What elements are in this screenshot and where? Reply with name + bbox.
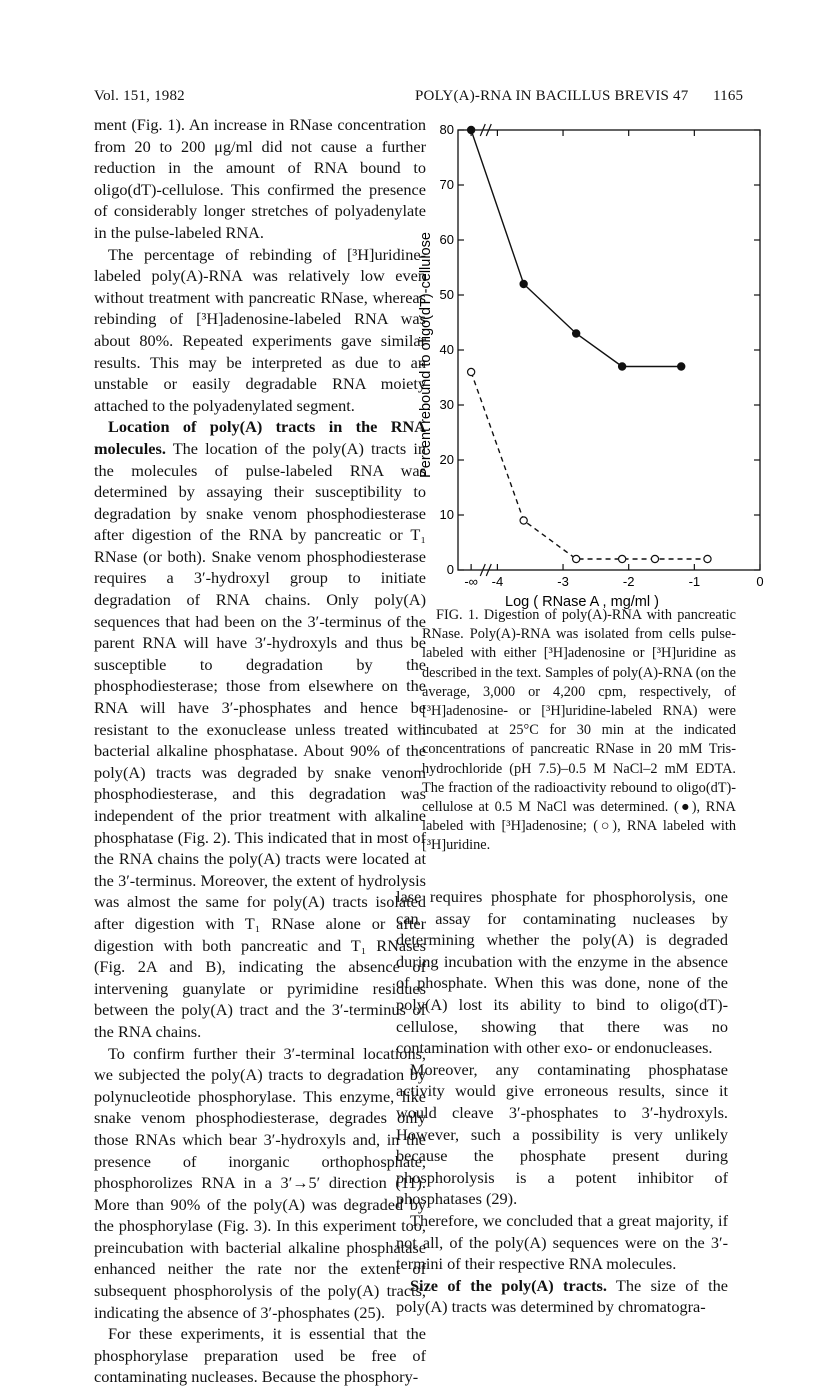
series-1-point <box>520 280 527 287</box>
series-1-point <box>678 363 685 370</box>
paragraph <box>396 1275 728 1318</box>
paragraph: lase requires phosphate for phosphorolysis, one can assay for contaminating nucleases by determining whether the poly(A) is degraded during incubation with the enzyme in the absence of phosphate. When this was done, none of the poly(A) lost its ability to bind to oligo(dT)-cellulose, showing that there was no contamination with other exo- or endonucleases. <box>396 887 728 1058</box>
x-tick-label: -2 <box>622 574 635 589</box>
x-tick-label: -1 <box>688 574 701 589</box>
x-tick-label: -∞ <box>464 574 478 589</box>
x-tick-label: 0 <box>756 574 764 589</box>
series-1-point <box>468 126 475 133</box>
page-number: 1165 <box>713 88 744 104</box>
paragraph: ment (Fig. 1). An increase in RNase concentration from 20 to 200 μg/ml did not cause a further reduction in the amount of RNA bound to oligo(dT)-cellulose. This confirmed the presence of considerably longer stretches of polyadenylate in the pulse-labeled RNA. <box>94 115 426 242</box>
section-heading: Location of poly(A) tracts in the RNA molecules. <box>94 417 426 458</box>
y-tick-label: 30 <box>439 397 454 412</box>
series-2-point <box>468 368 475 375</box>
x-axis-label: Log ( RNase A , mg/ml ) <box>505 594 659 610</box>
figure-caption <box>422 606 736 856</box>
series-2-point <box>651 555 658 562</box>
y-tick-label: 70 <box>439 177 454 192</box>
paragraph: Moreover, any contaminating phosphatase activity would give erroneous results, since it would cleave 3′-phosphates to 3′-hydroxyls. However, such a possibility is very unlikely because the phosphate present during phosphorolysis is a potent inhibitor of phosphatases (29). <box>396 1059 728 1209</box>
y-tick-label: 10 <box>439 507 454 522</box>
series-1-point <box>573 330 580 337</box>
series-2-line <box>471 372 707 559</box>
chart-marks <box>468 126 712 562</box>
paragraph: To confirm further their 3′-terminal locations, we subjected the poly(A) tracts to degradation by polynucleotide phosphorylase. This enzyme, like snake venom phosphodiesterase, degrades only those RNAs which bear 3′-hydroxyls and, in the presence of inorganic orthophosphate, phosphorolizes RNA in a 3′→5′ direction (11). More than 90% of the poly(A) was degraded by the phosphorylase (Fig. 3). In this experiment too, preincubation with bacterial alkaline phosphatase enhanced neither the rate nor the extent of subsequent phosphorolysis of the poly(A) tracts, indicating the absence of 3′-phosphates (25). <box>94 1043 426 1322</box>
running-head-volume: Vol. 151, 1982 <box>94 88 185 104</box>
chart-axes <box>458 124 760 576</box>
x-tick-label: -3 <box>557 574 569 589</box>
y-tick-label: 20 <box>439 452 454 467</box>
y-axis-label: Percent rebound to oligo(dT)-cellulose <box>418 232 434 478</box>
paragraph: Therefore, we concluded that a great majority, if not all, of the poly(A) sequences were on the 3′-termini of their respective RNA molecules. <box>396 1210 728 1274</box>
paragraph-text: The location of the poly(A) tracts in the molecules of pulse-labeled RNA was determined by assaying their susceptibility to degradation by snake venom phosphodiesterase after digestion of the RNA by pancreatic or T₁ RNase (or both). Snake venom phosphodiesterase requires a 3′-hydroxyl group to initiate degradation of RNA chains. Only poly(A) sequences that had been on the 3′-terminus of the parent RNA will have 3′-hydroxyls and thus be susceptible to degradation by the phosphodiesterase; those from elsewhere on the RNA will have 3′-phosphates and hence be resistant to the exonuclease unless treated with bacterial alkaline phosphatase. About 90% of the poly(A) tracts was degraded by snake venom phosphodiesterase, and this degradation was independent of the prior treatment with alkaline phosphatase (Fig. 2). This indicated that in most of the RNA chains the poly(A) tracts were located at the 3′-terminus. Moreover, the extent of hydrolysis was almost the same for poly(A) tracts isolated after digestion with T₁ RNase alone or after digestion with both pancreatic and T₁ RNases (Fig. 2A and B), indicating the absence of intervening guanylate or pyrimidine residues between the poly(A) tract and the 3′-terminus of the RNA chains. <box>94 438 426 1041</box>
y-tick-label: 40 <box>439 342 454 357</box>
y-tick-label: 50 <box>439 287 454 302</box>
y-tick-label: 60 <box>439 232 454 247</box>
chart-ticks <box>440 122 764 589</box>
y-tick-label: 0 <box>446 562 454 577</box>
plot-frame <box>458 130 760 570</box>
paragraph: For these experiments, it is essential that the phosphorylase preparation used be free of contaminating nucleases. Because the phosphory- <box>94 1324 426 1387</box>
running-head-title: POLY(A)-RNA IN BACILLUS BREVIS 47 <box>415 88 689 104</box>
series-2-point <box>704 555 711 562</box>
series-2-point <box>619 555 626 562</box>
paragraph-text: The size of the poly(A) tracts was determined by chromatogra- <box>396 1275 728 1317</box>
y-tick-label: 80 <box>439 122 454 137</box>
x-tick-label: -4 <box>491 574 504 589</box>
paragraph: The percentage of rebinding of [³H]uridine-labeled poly(A)-RNA was relatively low even without treatment with pancreatic RNase, whereas rebinding of [³H]adenosine-labeled RNA was about 80%. Repeated experiments gave similar results. This may be interpreted as due to an unstable or easily degradable RNA moiety attached to the polyadenylated segment. <box>94 244 426 415</box>
caption-text: FIG. 1. Digestion of poly(A)-RNA with pancreatic RNase. Poly(A)-RNA was isolated from cells pulse-labeled with either [³H]adenosine or [³H]uridine as described in the text. Samples of poly(A)-RNA (on the average, 3,000 or 4,200 cpm, respectively, of [³H]adenosine- or [³H]uridine-labeled RNA) were incubated at 25°C for 30 min at the indicated concentrations of pancreatic RNase in 20 mM Tris-hydrochloride (pH 7.5)–0.5 M NaCl–2 mM EDTA. The fraction of the radioactivity rebound to oligo(dT)-cellulose at 0.5 M NaCl was determined. (●), RNA labeled with [³H]adenosine; (○), RNA labeled with [³H]uridine. <box>422 607 736 854</box>
series-2-point <box>573 555 580 562</box>
section-heading: Size of the poly(A) tracts. <box>410 1275 607 1295</box>
series-2-point <box>520 517 527 524</box>
right-column <box>396 886 728 1318</box>
series-1-point <box>619 363 626 370</box>
